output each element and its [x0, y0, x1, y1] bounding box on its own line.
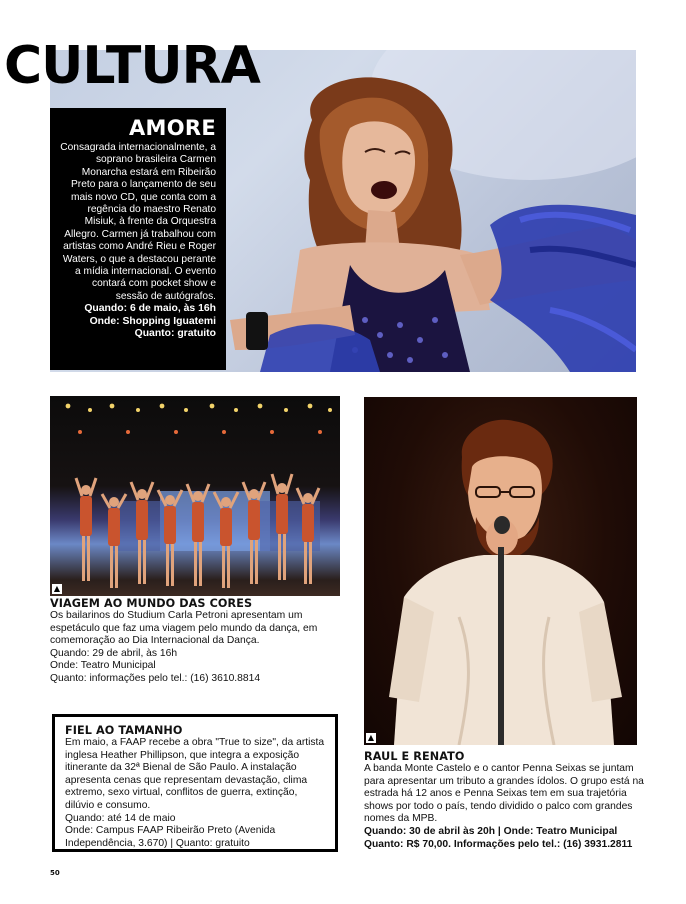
photo-raul-e-renato: [364, 397, 637, 745]
dance-price: Quanto: informações pelo tel.: (16) 3610.8814: [50, 672, 261, 684]
fiel-where-price: Onde: Campus FAAP Ribeirão Preto (Avenida Independência, 3.670) | Quanto: gratuito: [65, 825, 276, 849]
amore-text-box: [50, 108, 226, 370]
dance-body: Os bailarinos do Studium Carla Petroni apresentam um espetáculo que faz uma viagem pelo mundo da dança, em comemoração ao Dia Internacional da Dança.: [50, 610, 318, 647]
hero-photo-carmen-monarcha: [50, 50, 636, 372]
article-raul-e-renato: [364, 750, 644, 851]
fiel-title: FIEL AO TAMANHO: [65, 724, 183, 737]
raul-when-where: Quando: 30 de abril às 20h | Onde: Teatro Municipal: [364, 825, 618, 837]
amore-where: Onde: Shopping Iguatemi: [89, 315, 216, 327]
photo-dance-performance: [50, 396, 340, 596]
raul-price: Quanto: R$ 70,00. Informações pelo tel.: (16) 3931.2811: [364, 838, 633, 850]
page-number: 50: [50, 869, 60, 877]
dancers-illustration: [50, 396, 340, 596]
article-viagem: [50, 597, 350, 686]
amore-when: Quando: 6 de maio, às 16h: [84, 303, 216, 315]
section-title: CULTURA: [4, 36, 260, 96]
dance-where: Onde: Teatro Municipal: [50, 660, 156, 672]
fiel-body: Em maio, a FAAP recebe a obra "True to size", da artista inglesa Heather Phillipson, que integra a exposição itinerante da 32ª Bienal de São Paulo. A instalação apresenta cenas que representam devastação, clima extremo, sexo virtual, conflitos de guerra, extinção, dilúvio e consumo.: [65, 737, 325, 811]
dance-when: Quando: 29 de abril, às 16h: [50, 647, 178, 659]
arrow-up-icon: ▲: [367, 733, 375, 742]
amore-body: Consagrada internacionalmente, a soprano brasileira Carmen Monarcha estará em Ribeirão Preto para o lançamento de seu mais novo CD, que conta com a regência do maestro Renato Misiuk, à frente da Orquestra Allegro. Carmen já trabalhou com artistas como André Rieu e Roger Waters, o que a destacou perante a mídia internacional. O evento contará com pocket show e sessão de autógrafos.: [60, 142, 216, 302]
dance-title: VIAGEM AO MUNDO DAS CORES: [50, 597, 253, 610]
fiel-when: Quando: até 14 de maio: [65, 812, 176, 824]
amore-price: Quanto: gratuito: [134, 328, 216, 340]
raul-body: A banda Monte Castelo e o cantor Penna Seixas se juntam para apresentar um tributo a grandes ídolos. O grupo está na estrada há 12 anos e Penna Seixas tem em sua trajetória shows por todo o país, tendo dividido o palco com grandes nomes da MPB.: [364, 763, 644, 825]
singer-microphone-illustration: [364, 397, 637, 745]
arrow-up-icon: ▲: [53, 584, 61, 593]
amore-title: AMORE: [128, 116, 216, 140]
raul-title: RAUL E RENATO: [364, 750, 465, 763]
article-fiel-ao-tamanho: [52, 714, 338, 852]
